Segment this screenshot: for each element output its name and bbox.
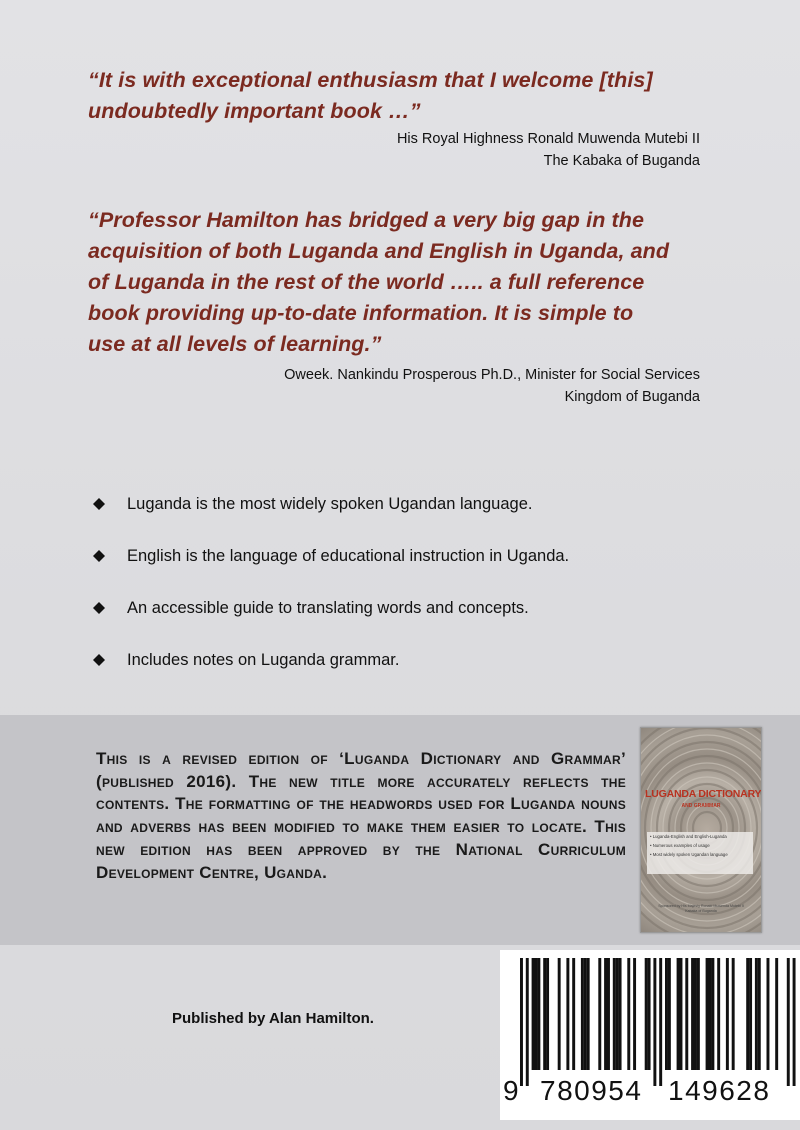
barcode-bar	[749, 958, 752, 1070]
barcode-bar	[627, 958, 630, 1070]
publisher-line: Published by Alan Hamilton.	[172, 1010, 374, 1027]
feature-list	[93, 478, 733, 686]
quote-line: “Professor Hamilton has bridged a very big gap in the	[88, 208, 645, 232]
barcode-bar	[694, 958, 697, 1070]
stone-rings-image	[641, 728, 761, 932]
barcode-bar	[732, 958, 735, 1070]
minister-quote	[88, 205, 728, 360]
thumbnail-footer-line: Kabaka of Buganda	[685, 909, 717, 913]
list-item-text: An accessible guide to translating words and concepts.	[127, 598, 529, 617]
barcode-guard-bar	[653, 958, 656, 1086]
barcode-bar	[572, 958, 575, 1070]
barcode-bar	[767, 958, 770, 1070]
barcode-bar	[726, 958, 729, 1070]
barcode-bar	[709, 958, 712, 1070]
list-item	[93, 634, 733, 686]
quote-line: use at all levels of learning.”	[88, 332, 382, 356]
barcode-guard-bar	[659, 958, 662, 1086]
previous-edition-thumbnail	[640, 727, 762, 933]
barcode-bar	[755, 958, 758, 1070]
barcode-bar	[535, 958, 538, 1070]
barcode-bar	[587, 958, 590, 1070]
attribution-line: The Kabaka of Buganda	[543, 153, 700, 169]
list-item	[93, 582, 733, 634]
attribution-line: His Royal Highness Ronald Muwenda Mutebi II	[396, 131, 700, 147]
barcode-guard-bar	[520, 958, 523, 1086]
barcode-bar	[680, 958, 683, 1070]
barcode-digit-first: 9	[503, 1075, 521, 1106]
barcode-bar	[645, 958, 648, 1070]
barcode-bar	[613, 958, 616, 1070]
barcode-bar	[691, 958, 694, 1070]
quote-line: undoubtedly important book …”	[88, 99, 421, 123]
kabaka-attribution	[397, 128, 700, 172]
kabaka-quote	[88, 65, 728, 127]
barcode-bar	[706, 958, 709, 1070]
barcode-bar	[566, 958, 569, 1070]
barcode-bar	[584, 958, 587, 1070]
barcode-bar	[746, 958, 749, 1070]
barcode-bar	[648, 958, 651, 1070]
barcode-bar	[537, 958, 540, 1070]
barcode-bar	[665, 958, 668, 1070]
quote-line: acquisition of both Luganda and English in Uganda, and	[88, 239, 670, 263]
barcode-bar	[697, 958, 700, 1070]
barcode-bar	[619, 958, 622, 1070]
barcode-bar	[633, 958, 636, 1070]
attribution-line: Oweek. Nankindu Prosperous Ph.D., Minister for Social Services	[284, 367, 700, 383]
barcode-bar	[717, 958, 720, 1070]
barcode-bar	[558, 958, 561, 1070]
barcode-digits-right: 149628	[668, 1075, 771, 1106]
barcode-bar	[532, 958, 535, 1070]
thumbnail-feature-box	[647, 832, 753, 874]
barcode-guard-bar	[787, 958, 790, 1086]
diamond-bullet-icon	[93, 602, 105, 614]
barcode-bar	[758, 958, 761, 1070]
diamond-bullet-icon	[93, 498, 105, 510]
barcode-guard-bar	[793, 958, 796, 1086]
diamond-bullet-icon	[93, 550, 105, 562]
barcode-bar	[711, 958, 714, 1070]
list-item-text: English is the language of educational instruction in Uganda.	[127, 546, 570, 565]
barcode-bar	[616, 958, 619, 1070]
barcode-bar	[607, 958, 610, 1070]
list-item	[93, 478, 733, 530]
thumbnail-subtitle: AND GRAMMAR	[681, 803, 721, 809]
barcode-bar	[677, 958, 680, 1070]
thumbnail-footer	[649, 904, 753, 914]
barcode-bar	[668, 958, 671, 1070]
isbn-barcode	[500, 950, 800, 1120]
diamond-bullet-icon	[93, 654, 105, 666]
barcode-bar	[685, 958, 688, 1070]
quote-line: of Luganda in the rest of the world ….. a full reference	[88, 270, 645, 294]
list-item-text: Luganda is the most widely spoken Ugandan language.	[127, 494, 533, 513]
list-item	[93, 530, 733, 582]
thumbnail-title: LUGANDA DICTIONARY	[645, 788, 762, 800]
quote-line: “It is with exceptional enthusiasm that I welcome [this]	[88, 68, 653, 92]
attribution-line: Kingdom of Buganda	[564, 389, 700, 405]
barcode-bar	[604, 958, 607, 1070]
barcode-bar	[581, 958, 584, 1070]
minister-attribution	[284, 364, 700, 408]
thumbnail-feature: • Luganda-English and English-Luganda	[650, 834, 727, 839]
barcode-guard-bar	[526, 958, 529, 1086]
revision-note: This is a revised edition of ‘Luganda Dictionary and Grammar’ (published 2016). The new title more accurately reflects the contents. The formatting of the headwords used for Luganda nouns and adverbs has been modified to make them easier to locate. This new edition has been approved by the National Curriculum Development Centre, Uganda.	[96, 749, 626, 882]
barcode-digits-left: 780954	[540, 1075, 643, 1106]
thumbnail-feature: • Most widely spoken Ugandan language	[650, 852, 728, 857]
barcode-bar	[598, 958, 601, 1070]
list-item-text: Includes notes on Luganda grammar.	[127, 650, 400, 669]
thumbnail-feature: • Numerous examples of usage	[650, 843, 710, 848]
barcode-bar	[546, 958, 549, 1070]
thumbnail-footer-line: Sponsored by His Majesty Ronald Muwenda Mutebi II	[658, 904, 744, 908]
barcode-bar	[543, 958, 546, 1070]
quote-line: book providing up-to-date information. It is simple to	[88, 301, 634, 325]
barcode-bar	[775, 958, 778, 1070]
barcode-bars	[500, 950, 800, 1120]
